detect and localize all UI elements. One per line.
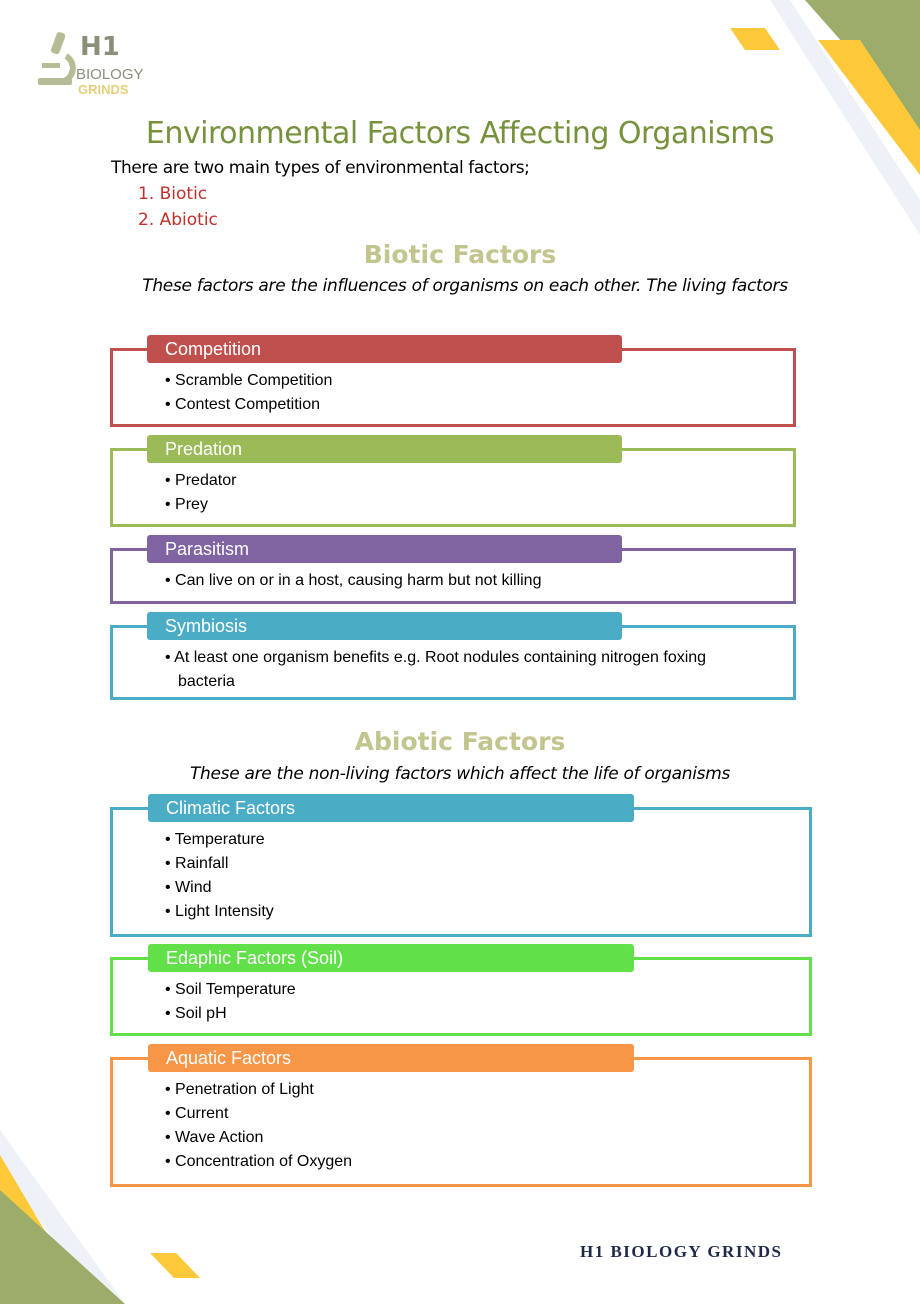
list-item: • Soil Temperature [165, 978, 725, 1002]
biotic-heading: Biotic Factors [363, 240, 557, 269]
predation-list [165, 469, 725, 517]
list-item: • Rainfall [165, 852, 725, 876]
list-item: • Predator [165, 469, 725, 493]
edaphic-factors-soil-list [165, 978, 725, 1026]
list-item: • At least one organism benefits e.g. Root nodules containing nitrogen foxing bacteria [165, 646, 725, 694]
abiotic-subtitle: These are the non-living factors which affect the life of organisms [189, 764, 731, 784]
list-item: • Soil pH [165, 1002, 725, 1026]
predation-header: Predation [147, 435, 622, 463]
symbiosis-list [165, 646, 725, 694]
list-item: • Concentration of Oxygen [165, 1150, 725, 1174]
climatic-factors-list [165, 828, 725, 924]
list-item: • Penetration of Light [165, 1078, 725, 1102]
footer-brand: H1 BIOLOGY GRINDS [580, 1242, 783, 1261]
logo-h1: H1 [80, 32, 120, 62]
microscope-icon [36, 30, 76, 90]
intro-text: There are two main types of environmental factors; [111, 158, 530, 178]
list-item: • Prey [165, 493, 725, 517]
parasitism-header: Parasitism [147, 535, 622, 563]
logo-grinds: GRINDS [78, 82, 129, 97]
type-biotic: 1. Biotic [138, 184, 208, 204]
edaphic-factors-soil-header: Edaphic Factors (Soil) [148, 944, 634, 972]
logo [36, 30, 166, 100]
climatic-factors-header: Climatic Factors [148, 794, 634, 822]
symbiosis-header: Symbiosis [147, 612, 622, 640]
competition-header: Competition [147, 335, 622, 363]
abiotic-heading: Abiotic Factors [354, 727, 566, 756]
aquatic-factors-header: Aquatic Factors [148, 1044, 634, 1072]
biotic-subtitle: These factors are the influences of organisms on each other. The living factors [142, 276, 788, 296]
list-item: • Contest Competition [165, 393, 725, 417]
page-title: Environmental Factors Affecting Organisms [145, 116, 775, 151]
list-item: • Can live on or in a host, causing harm but not killing [165, 569, 725, 593]
list-item: • Temperature [165, 828, 725, 852]
list-item: • Light Intensity [165, 900, 725, 924]
list-item: • Scramble Competition [165, 369, 725, 393]
aquatic-factors-list [165, 1078, 725, 1174]
list-item: • Wave Action [165, 1126, 725, 1150]
parasitism-list [165, 569, 725, 593]
type-abiotic: 2. Abiotic [138, 210, 218, 230]
list-item: • Wind [165, 876, 725, 900]
competition-list [165, 369, 725, 417]
list-item: • Current [165, 1102, 725, 1126]
logo-biology: BIOLOGY [76, 66, 144, 83]
